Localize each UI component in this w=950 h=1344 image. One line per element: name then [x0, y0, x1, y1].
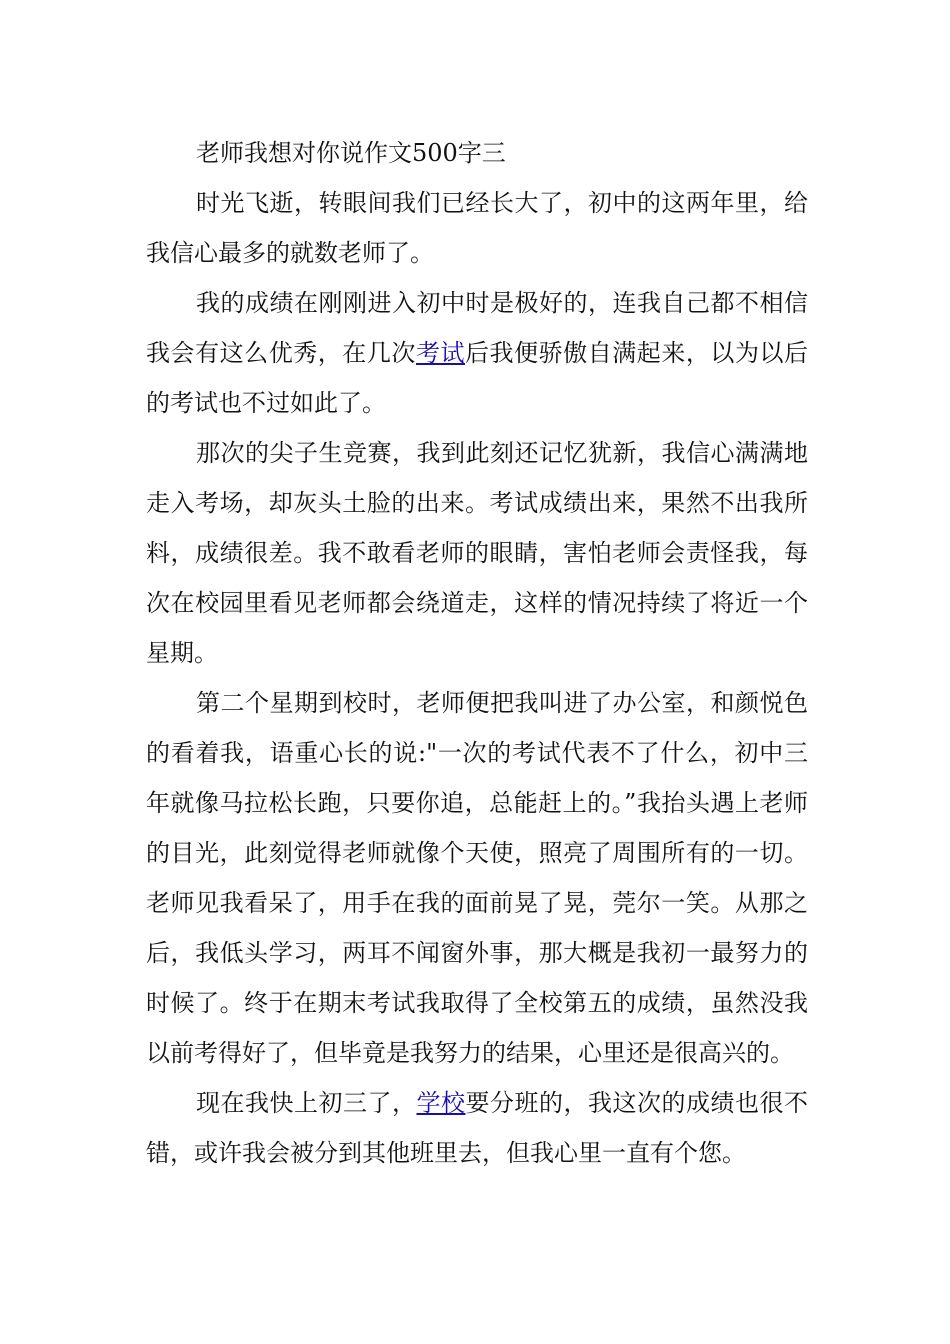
paragraph-5-text-before: 现在我快上初三了， — [196, 1089, 417, 1117]
exam-link[interactable]: 考试 — [415, 339, 466, 367]
paragraph-1: 时光飞逝，转眼间我们已经长大了，初中的这两年里，给我信心最多的就数老师了。 — [146, 189, 808, 267]
paragraph-3: 那次的尖子生竞赛，我到此刻还记忆犹新，我信心满满地走入考场，却灰头土脸的出来。考试成绩出来，果然不出我所料，成绩很差。我不敢看老师的眼睛，害怕老师会责怪我，每次在校园里看见老师都会绕道走，这样的情况持续了将近一个星期。 — [146, 439, 808, 667]
paragraph-2 — [146, 278, 808, 428]
paragraph-2-text-before: 我的成绩在刚刚进入初中时是极好的，连我自己都不相信我会有这么优秀，在几次 — [146, 289, 808, 367]
paragraph-5 — [146, 1078, 808, 1178]
school-link[interactable]: 学校 — [416, 1089, 466, 1117]
document-title: 老师我想对你说作文500字三 — [196, 139, 506, 167]
paragraph-5-text-after: 要分班的，我这次的成绩也很不错，或许我会被分到其他班里去，但我心里一直有个您。 — [146, 1089, 808, 1167]
document-body — [146, 128, 808, 1178]
paragraph-4: 第二个星期到校时，老师便把我叫进了办公室，和颜悦色的看着我，语重心长的说:"一次的考试代表不了什么，初中三年就像马拉松长跑，只要你追，总能赶上的。”我抬头遇上老师的目光，此刻觉得老师就像个天使，照亮了周围所有的一切。老师见我看呆了，用手在我的面前晃了晃，莞尔一笑。从那之后，我低头学习，两耳不闻窗外事，那大概是我初一最努力的时候了。终于在期末考试我取得了全校第五的成绩，虽然没我以前考得好了，但毕竟是我努力的结果，心里还是很高兴的。 — [146, 689, 808, 1067]
paragraph-2-text-after: 后我便骄傲自满起来，以为以后的考试也不过如此了。 — [146, 339, 809, 417]
